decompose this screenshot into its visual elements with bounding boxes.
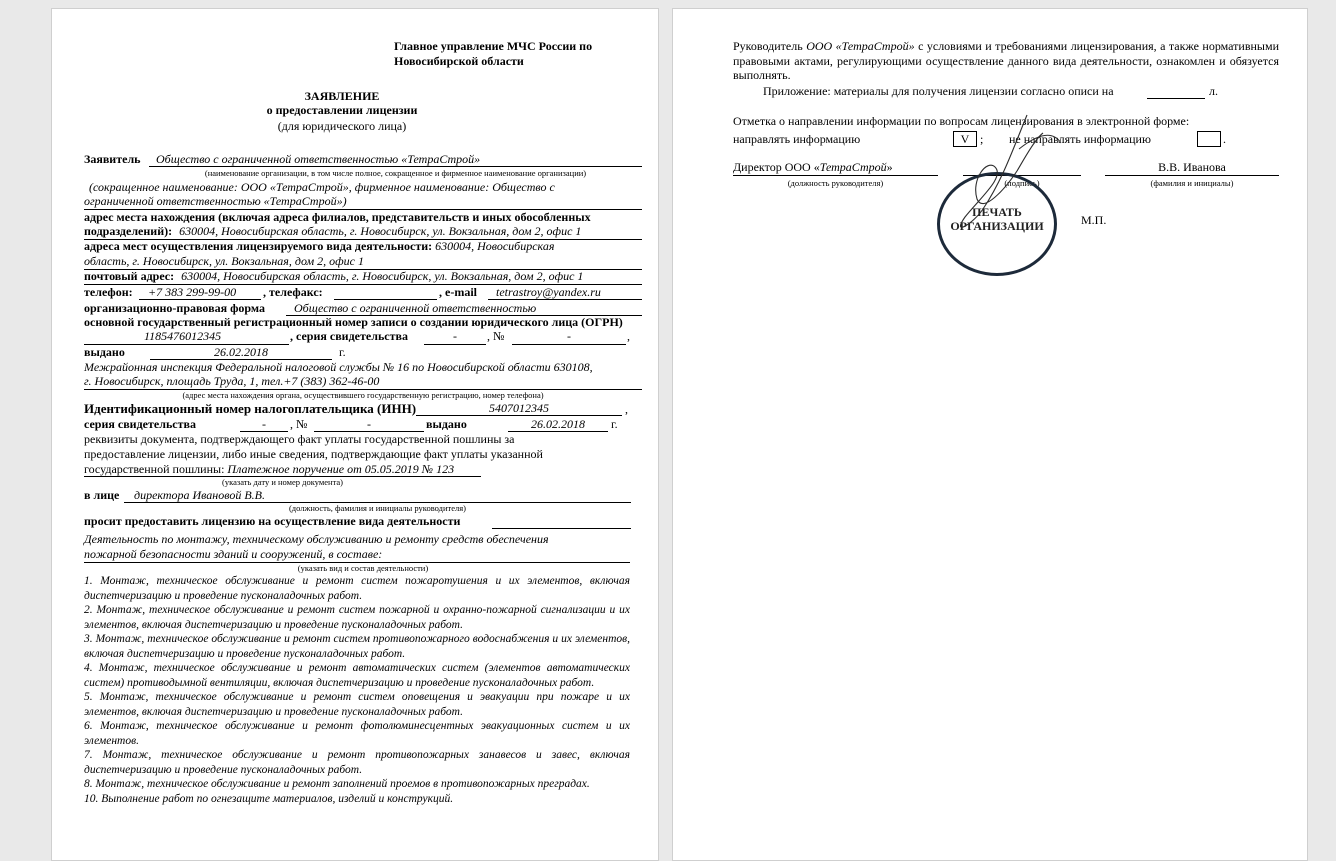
ogrn-num-label: , №: [487, 329, 505, 343]
send-label: направлять информацию: [733, 132, 861, 146]
fee-text-2: предоставление лицензии, либо иные сведения, подтверждающие факт уплаты указанной: [84, 447, 543, 461]
inn-num-value: -: [367, 417, 371, 431]
applicant-name: Общество с ограниченной ответственностью «ТетраСтрой»: [156, 152, 481, 166]
position-underline: [733, 175, 938, 176]
appendix-underline: [1147, 98, 1205, 99]
document-title: ЗАЯВЛЕНИЕ: [304, 89, 380, 103]
ogrn-num-value: -: [567, 329, 571, 343]
end-dot: .: [1223, 132, 1226, 146]
org-form-label: организационно-правовая форма: [84, 301, 265, 315]
works-list: [84, 574, 630, 806]
org-form-value: Общество с ограниченной ответственностью: [294, 301, 537, 315]
applicant-hint: (наименование организации, в том числе полное, сокращенное и фирменное наименование организации): [204, 168, 587, 178]
ogrn-series-underline: [424, 344, 486, 345]
head-pre: Руководитель: [733, 39, 803, 53]
recipient-line-1: Главное управление МЧС России по: [394, 39, 593, 53]
appendix-label: Приложение: материалы для получения лицензии согласно описи на: [763, 84, 1114, 98]
email-underline: [488, 299, 642, 300]
applicant-short-1: (сокращенное наименование: ООО «ТетраСтрой», фирменное наименование: Общество с: [89, 180, 555, 194]
applicant-underline: [149, 166, 642, 167]
email-label: , e-mail: [439, 285, 477, 299]
activity-address-value-1: 630004, Новосибирская: [435, 239, 555, 253]
works-item: 1. Монтаж, техническое обслуживание и ремонт систем пожаротушения и их элементов, включая диспетчеризацию и проведение пусконаладочных работ.: [84, 575, 630, 602]
works-item: 2. Монтаж, техническое обслуживание и ремонт систем пожарной и охранно-пожарной сигнализации и их элементов, включая диспетчеризацию и проведение пусконаладочных работ.: [84, 604, 630, 631]
fee-text-1: реквизиты документа, подтверждающего факт уплаты государственной пошлины за: [84, 432, 515, 446]
request-underline: [492, 528, 631, 529]
activity-address-label: адреса мест осуществления лицензируемого вида деятельности:: [84, 239, 433, 253]
phone-value: +7 383 299-99-00: [148, 285, 237, 299]
phone-underline: [139, 299, 261, 300]
postal-address-row: [84, 269, 642, 285]
person-label: в лице: [84, 488, 120, 502]
phone-label: телефон:: [84, 285, 133, 299]
fee-hint: (указать дату и номер документа): [221, 477, 344, 487]
hint-name: (фамилия и инициалы): [1150, 178, 1234, 188]
works-item: 6. Монтаж, техническое обслуживание и ремонт фотолюминесцентных эвакуационных систем и их элементов.: [84, 720, 630, 747]
email-value: tetrastroy@yandex.ru: [496, 285, 601, 299]
separator: ;: [980, 132, 984, 146]
address-label-1: адрес места нахождения (включая адреса филиалов, представительств и иных обособленных: [84, 210, 591, 224]
document-page-2: [672, 8, 1308, 861]
name-underline: [1105, 175, 1279, 176]
mp-label: М.П.: [1081, 213, 1107, 227]
nosend-label: не направлять информацию: [1009, 132, 1151, 146]
head-org: ООО «ТетраСтрой»: [806, 39, 915, 53]
appendix-suffix: л.: [1209, 84, 1218, 98]
inn-issued-label: выдано: [426, 417, 467, 431]
inn-issued-underline: [508, 431, 608, 432]
ogrn-series-label: , серия свидетельства: [290, 329, 408, 343]
ogrn-issued-label: выдано: [84, 345, 125, 359]
request-label: просит предоставить лицензию на осуществление вида деятельности: [84, 514, 461, 528]
works-item: 10. Выполнение работ по огнезащите материалов, изделий и конструкций.: [84, 792, 454, 805]
director-name: В.В. Иванова: [1158, 160, 1226, 174]
postal-address-label: почтовый адрес:: [84, 269, 175, 283]
applicant-short-2: ограниченной ответственностью «ТетраСтрой»): [84, 194, 642, 210]
request-activity-1: Деятельность по монтажу, техническому обслуживанию и ремонту средств обеспечения: [84, 532, 549, 546]
fee-value: Платежное поручение от 05.05.2019 № 123: [227, 462, 455, 476]
postal-address-value: 630004, Новосибирская область, г. Новосибирск, ул. Вокзальная, дом 2, офис 1: [181, 269, 584, 283]
inn-issued-value: 26.02.2018: [531, 417, 585, 431]
inn-num-label: №: [296, 417, 308, 431]
address-label-2: подразделений):: [84, 224, 173, 238]
works-item: 4. Монтаж, техническое обслуживание и ремонт автоматических систем (элементов автоматических систем) противодымной вентиляции, включая диспетчеризацию и проведение пусконаладочных работ.: [84, 662, 630, 689]
fax-underline: [334, 299, 437, 300]
works-item: 5. Монтаж, техническое обслуживание и ремонт систем оповещения и эвакуации при пожаре и их элементов, включая диспетчеризацию и проведение пусконаладочных работ.: [84, 691, 630, 718]
hint-signature: (подпись): [1004, 178, 1040, 188]
send-checkbox[interactable]: V: [953, 131, 977, 147]
document-subtitle-2: (для юридического лица): [277, 119, 407, 133]
request-activity-2: пожарной безопасности зданий и сооружений, в составе:: [84, 547, 630, 563]
fax-label: , телефакс:: [263, 285, 323, 299]
recipient-line-2: Новосибирской области: [394, 54, 524, 68]
ogrn-authority-2: г. Новосибирск, площадь Труда, 1, тел.+7 (383) 362-46-00: [84, 374, 642, 390]
document-page-1: Главное управление МЧС России по Новосибирской области ЗАЯВЛЕНИЕ о предоставлении лицензии (для юридического лица) Заявитель Общество с ограниченной ответственностью «ТетраСтрой» (наименование организации, в том числе полное, сокращенное и фирменное наименование организации) (сокращенное наименование: ООО «ТетраСтрой», фирменное наименование: Общество с ограниченной ответственностью «ТетраСтрой») адрес места нахождения (включая адреса филиалов, представительств и иных обособленных подразделений): 630004, Новосибирская область, г. Новосибирск, ул. Вокзальная, дом 2, офис 1 адреса мест осуществления лицензируемого вида деятельности: 630004, Новосибирская область, г. Новосибирск, ул. Вокзальная, дом 2, офис 1 почтовый адрес: 630004, Новосибирская область, г. Новосибирск, ул. Вокзальная, дом 2, офис 1 телефон: +7 383 299-99-00 , телефакс: , e-mail tetrastroy@yandex.ru организационно-правовая форма Общество с ограниченной ответственностью основной государственный регистрационный номер записи о создании юридического лица (ОГРН) 1185476012345 , серия свидетельства - , № - , выдано 26.02.2018 г. Межрайонная инспекция Федеральной налоговой службы № 16 по Новосибирской области 630108, г. Новосибирск, площадь Труда, 1, тел.+7 (383) 362-46-00 (адрес места нахождения органа, осуществившего государственную регистрацию, номер телефона) Идентификационный номер налогоплательщика (ИНН) 5407012345 , серия свидетельства - , № - выдано 26.02.2018 г. реквизиты документа, подтверждающего факт уплаты государственной пошлины за предоставление лицензии, либо иные сведения, подтверждающие факт уплаты указанной государственной пошлины: Платежное поручение от 05.05.2019 № 123 (указать дату и номер документа) в лице директора Ивановой В.В. (должность, фамилия и инициалы руководителя) просит предоставить лицензию на осуществление вида деятельности Деятельность по монтажу, техническому обслуживанию и ремонту средств обеспечения пожарной безопасности зданий и сооружений, в составе: (указать вид и состав деятельности) 1. Монтаж, техническое обслуживание и ремонт систем пожаротушения и их элементов, включая диспетчеризацию и проведение пусконаладочных работ. 2. Монтаж, техническое обслуживание и ремонт систем пожарной и охранно-пожарной сигнализации и их элементов, включая диспетчеризацию и проведение пусконаладочных работ. 3. Монтаж, техническое обслуживание и ремонт систем противопожарного водоснабжения и их элементов, включая диспетчеризацию и проведение пусконаладочных работ. 4. Монтаж, техническое обслуживание и ремонт автоматических систем (элементов автоматических систем) противодымной вентиляции, включая диспетчеризацию и проведение пусконаладочных работ. 5. Монтаж, техническое обслуживание и ремонт систем оповещения и эвакуации при пожаре и их элементов, включая диспетчеризацию и проведение пусконаладочных работ. 6. Монтаж, техническое обслуживание и ремонт фотолюминесцентных эвакуационных систем и их элементов. 7. Монтаж, техническое обслуживание и ремонт противопожарных занавесов и завес, включая диспетчеризацию и проведение пусконаладочных работ. 8. Монтаж, техническое обслуживание и ремонт заполнений проемов в противопожарных преградах. 10. Выполнение работ по огнезащите материалов, изделий и конструкций.: [51, 8, 659, 861]
address-value: 630004, Новосибирская область, г. Новосибирск, ул. Вокзальная, дом 2, офис 1: [179, 224, 582, 238]
works-item: 3. Монтаж, техническое обслуживание и ремонт систем противопожарного водоснабжения и их элементов, включая диспетчеризацию и проведение пусконаладочных работ.: [84, 633, 630, 660]
inn-series-value: -: [262, 417, 266, 431]
activity-address-row: [84, 239, 554, 254]
inn-label: Идентификационный номер налогоплательщика (ИНН): [84, 401, 417, 416]
head-paragraph: [733, 39, 1279, 83]
ogrn-label: основной государственный регистрационный номер записи о создании юридического лица (ОГРН): [84, 315, 623, 329]
inn-year-suffix: г.: [611, 417, 618, 431]
person-value: директора Ивановой В.В.: [134, 488, 265, 502]
stamp-text: ПЕЧАТЬ ОРГАНИЗАЦИИ: [950, 205, 1044, 233]
nosend-checkbox[interactable]: [1197, 131, 1221, 147]
ogrn-authority-1: Межрайонная инспекция Федеральной налоговой службы № 16 по Новосибирской области 630108,: [84, 360, 593, 374]
ogrn-year-suffix: г.: [339, 345, 346, 359]
request-hint: (указать вид и состав деятельности): [297, 563, 429, 573]
ogrn-value: 1185476012345: [144, 329, 222, 343]
fee-row: [84, 462, 454, 477]
inn-series-label: серия свидетельства: [84, 417, 196, 431]
document-subtitle: о предоставлении лицензии: [266, 103, 418, 117]
signature-scribble: [943, 109, 1083, 249]
head-post: с условиями и требованиями лицензирования, а также нормативными правовыми актами, регулирующими осуществление данного вида деятельности, ознакомлен и обязуется выполнять.: [733, 39, 1280, 82]
ogrn-issued-value: 26.02.2018: [214, 345, 268, 359]
ogrn-num-underline: [512, 344, 626, 345]
address-row: [84, 224, 642, 240]
works-item: 7. Монтаж, техническое обслуживание и ремонт противопожарных занавесов и завес, включая диспетчеризацию и проведение пусконаладочных работ.: [84, 749, 630, 776]
works-item: 8. Монтаж, техническое обслуживание и ремонт заполнений проемов в противопожарных преградах.: [84, 778, 590, 790]
activity-address-value-2: область, г. Новосибирск, ул. Вокзальная, дом 2, офис 1: [84, 254, 642, 270]
person-hint: (должность, фамилия и инициалы руководителя): [288, 503, 467, 513]
ogrn-authority-hint: (адрес места нахождения органа, осуществившего государственную регистрацию, номер телефона): [182, 390, 544, 400]
director-position: Директор ООО «ТетраСтрой»: [733, 160, 893, 174]
notice-text: Отметка о направлении информации по вопросам лицензирования в электронной форме:: [733, 114, 1190, 128]
hint-position: (должность руководителя): [787, 178, 884, 188]
inn-underline: [416, 415, 622, 416]
inn-value: 5407012345: [489, 401, 549, 415]
applicant-label: Заявитель: [84, 152, 141, 166]
fee-text-3: государственной пошлины:: [84, 462, 225, 476]
ogrn-series-value: -: [453, 329, 457, 343]
